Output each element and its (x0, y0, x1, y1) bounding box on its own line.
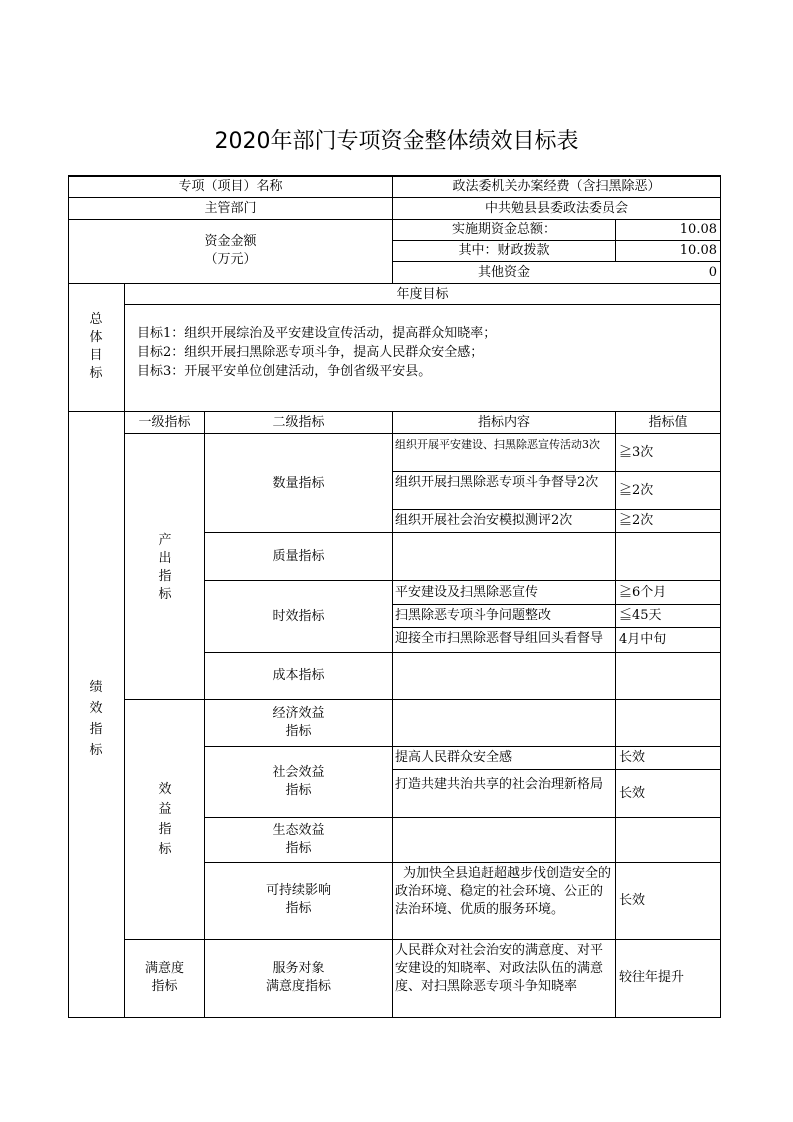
quantity-indicators-label: 数量指标 (272, 476, 325, 491)
indicator-value: 较往年提升 (619, 970, 685, 985)
indicator-content: 提高人民群众安全感 (395, 750, 513, 765)
service-target-label: 服务对象 (272, 961, 325, 976)
benefit-indicators-label: 效益指标 (158, 782, 172, 857)
grid-line (204, 862, 721, 863)
funds-fiscal-label: 其中：财政拨款 (458, 243, 550, 258)
goal-item: 目标1：组织开展综治及平安建设宣传活动，提高群众知晓率； (137, 326, 497, 341)
performance-indicators-label: 绩效指标 (89, 680, 103, 758)
indicator-content: 迎接全市扫黑除恶督导组回头看督导 (395, 631, 604, 646)
grid-line (392, 240, 721, 241)
grid-line (392, 509, 721, 510)
service-target-sublabel: 满意度指标 (265, 979, 331, 994)
value-header: 指标值 (648, 415, 688, 430)
project-name-value: 政法委机关办案经费（含扫黑除恶） (452, 179, 661, 194)
sustainable-indicators-sublabel: 指标 (285, 901, 312, 916)
indicator-content: 组织开展平安建设、扫黑除恶宣传活动3次 (395, 438, 600, 451)
goal-item: 目标3：开展平安单位创建活动，争创省级平安县。 (137, 364, 432, 379)
grid-line (68, 175, 721, 177)
grid-line (68, 219, 721, 220)
department-label: 主管部门 (204, 201, 257, 216)
ecological-indicators-label: 生态效益 (272, 823, 325, 838)
funds-total-label: 实施期资金总额： (451, 222, 556, 237)
indicator-content: 扫黑除恶专项斗争问题整改 (395, 608, 552, 623)
grid-line (68, 411, 721, 412)
grid-line (124, 304, 721, 305)
grid-line (124, 433, 721, 434)
indicator-value: ≧6个月 (619, 585, 667, 600)
grid-line (124, 699, 721, 700)
grid-line (68, 283, 721, 284)
indicator-content: 组织开展扫黑除恶专项斗争督导2次 (395, 475, 599, 490)
indicator-value: ≧2次 (619, 513, 654, 528)
grid-line (204, 532, 721, 533)
level1-header: 一级指标 (138, 415, 191, 430)
indicator-content: 人民群众对社会治安的满意度、对平安建设的知晓率、对政法队伍的满意度、对扫黑除恶专项斗争知晓率 (395, 943, 604, 994)
cost-indicators-label: 成本指标 (272, 668, 325, 683)
indicator-content: 平安建设及扫黑除恶宣传 (395, 585, 539, 600)
grid-line (68, 1017, 721, 1018)
social-indicators-label: 社会效益 (272, 765, 325, 780)
ecological-indicators-sublabel: 指标 (285, 841, 312, 856)
grid-line (392, 471, 721, 472)
grid-line (204, 746, 721, 747)
funds-unit-label: （万元） (204, 252, 257, 267)
indicator-value: 4月中旬 (619, 632, 667, 647)
grid-line (68, 197, 721, 198)
sustainable-indicators-label: 可持续影响 (265, 883, 331, 898)
indicator-value: 长效 (619, 786, 646, 801)
grid-line (392, 261, 721, 262)
funds-total-value: 10.08 (679, 222, 717, 237)
department-value: 中共勉县县委政法委员会 (484, 201, 628, 216)
indicator-content: 打造共建共治共享的社会治理新格局 (395, 777, 604, 792)
indicator-value: ≦45天 (619, 608, 662, 623)
output-indicators-label: 产出指标 (158, 533, 172, 602)
overall-goals-label: 总体目标 (89, 312, 103, 381)
indicator-value: 长效 (619, 893, 646, 908)
grid-line (720, 175, 721, 1018)
indicator-value: 长效 (619, 750, 646, 765)
grid-line (392, 769, 721, 770)
grid-line (204, 580, 721, 581)
grid-line (615, 411, 616, 1018)
grid-line (392, 411, 393, 1018)
project-name-label: 专项（项目）名称 (178, 179, 283, 194)
social-indicators-sublabel: 指标 (285, 783, 312, 798)
indicator-content: 组织开展社会治安模拟测评2次 (395, 513, 573, 528)
grid-line (68, 175, 69, 1018)
quality-indicators-label: 质量指标 (272, 549, 325, 564)
goal-item: 目标2：组织开展扫黑除恶专项斗争，提高人民群众安全感； (137, 345, 484, 360)
funds-label: 资金金额 (204, 234, 257, 249)
page-title: 2020年部门专项资金整体绩效目标表 (214, 129, 579, 154)
indicator-value: ≧2次 (619, 483, 654, 498)
grid-line (392, 627, 721, 628)
grid-line (124, 939, 721, 940)
economic-indicators-sublabel: 指标 (285, 724, 312, 739)
level2-header: 二级指标 (272, 415, 325, 430)
grid-line (124, 283, 125, 1018)
satisfaction-indicators-label: 满意度 (144, 961, 184, 976)
grid-line (204, 652, 721, 653)
satisfaction-indicators-sublabel: 指标 (151, 979, 178, 994)
content-header: 指标内容 (477, 415, 530, 430)
timeliness-indicators-label: 时效指标 (272, 609, 325, 624)
funds-other-label: 其他资金 (477, 265, 530, 280)
indicator-value: ≧3次 (619, 445, 654, 460)
funds-other-value: 0 (708, 265, 717, 280)
economic-indicators-label: 经济效益 (272, 706, 325, 721)
funds-fiscal-value: 10.08 (679, 243, 717, 258)
indicator-content: 为加快全县追赶超越步伐创造安全的政治环境、稳定的社会环境、公正的法治环境、优质的服务环境。 (395, 866, 612, 917)
grid-line (392, 604, 721, 605)
grid-line (204, 817, 721, 818)
annual-goals-header: 年度目标 (396, 287, 449, 302)
